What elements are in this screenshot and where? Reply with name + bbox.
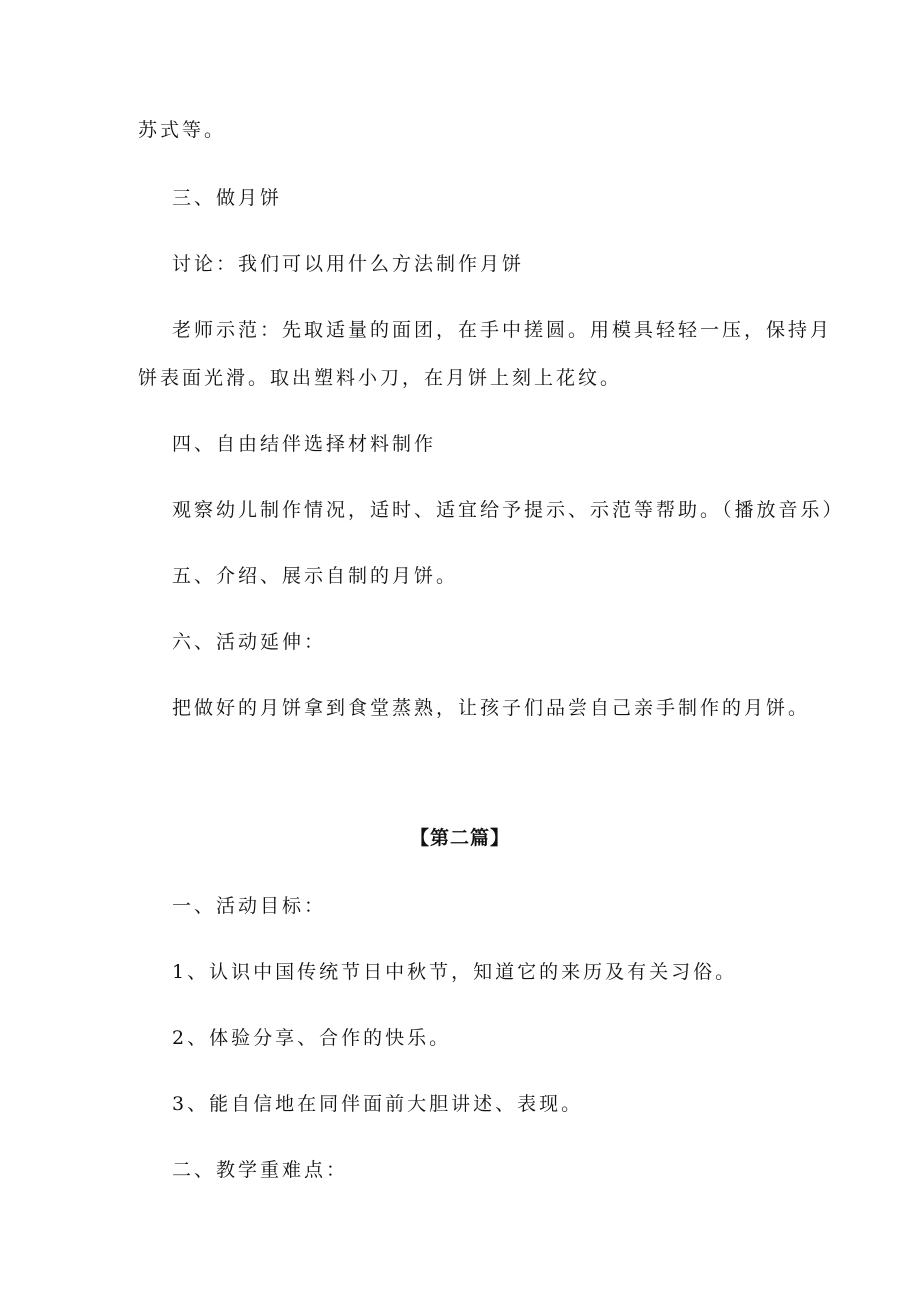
section-heading-introduce: 五、介绍、展示自制的月饼。 xyxy=(172,565,459,587)
section-heading-goals: 一、活动目标： xyxy=(172,895,327,917)
teacher-demo-paragraph-line1: 老师示范：先取适量的面团，在手中搓圆。用模具轻轻一压，保持月 xyxy=(172,319,833,341)
goal-item-3: 3、能自信地在同伴面前大胆讲述、表现。 xyxy=(172,1093,584,1115)
goal-item-1: 1、认识中国传统节日中秋节，知道它的来历及有关习俗。 xyxy=(172,961,738,983)
goal-item-2: 2、体验分享、合作的快乐。 xyxy=(172,1027,452,1049)
section-heading-extension: 六、活动延伸： xyxy=(172,631,327,653)
observation-paragraph: 观察幼儿制作情况，适时、适宜给予提示、示范等帮助。（播放音乐） xyxy=(172,499,845,521)
teacher-demo-paragraph-line2: 饼表面光滑。取出塑料小刀，在月饼上刻上花纹。 xyxy=(138,367,623,389)
extension-paragraph: 把做好的月饼拿到食堂蒸熟，让孩子们品尝自己亲手制作的月饼。 xyxy=(172,697,811,719)
section-heading-free-partner: 四、自由结伴选择材料制作 xyxy=(172,433,437,455)
paragraph-continuation: 苏式等。 xyxy=(138,119,227,141)
section-heading-key-points: 二、教学重难点： xyxy=(172,1159,349,1181)
discussion-paragraph: 讨论：我们可以用什么方法制作月饼 xyxy=(172,253,525,275)
section-heading-make-mooncakes: 三、做月饼 xyxy=(172,187,283,209)
part-two-heading: 【第二篇】 xyxy=(409,827,510,849)
